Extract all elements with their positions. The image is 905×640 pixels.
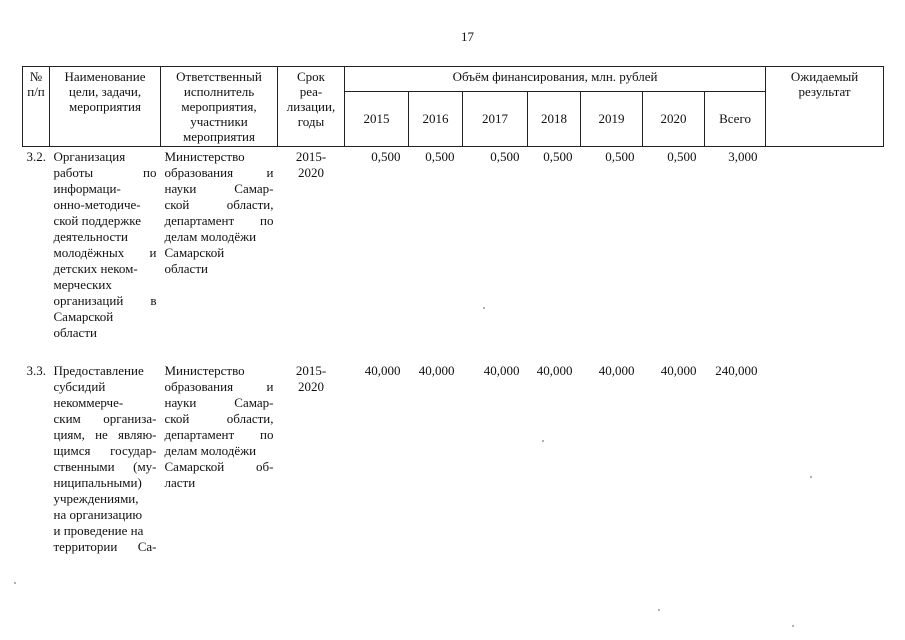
scan-speck xyxy=(542,440,544,442)
value-2016: 40,000 xyxy=(418,363,455,378)
period-end: 2020 xyxy=(298,379,324,394)
value-2015: 0,500 xyxy=(371,149,401,164)
name-line: щимся государ- xyxy=(53,443,157,458)
row-num: 3.2. xyxy=(26,149,46,164)
responsible-line: департамент по xyxy=(164,427,274,442)
value-2017: 0,500 xyxy=(490,149,520,164)
scan-speck xyxy=(810,476,812,478)
responsible-line: делам молодёжи xyxy=(164,443,257,458)
header-year-2015: 2015 xyxy=(345,91,409,146)
responsible-line: ласти xyxy=(164,475,196,490)
header-year-2020: 2020 xyxy=(643,91,705,146)
name-line: Предоставление xyxy=(53,363,144,378)
row-gap xyxy=(23,343,884,361)
row-num: 3.3. xyxy=(26,363,46,378)
value-2019: 40,000 xyxy=(598,363,635,378)
scan-speck xyxy=(483,307,485,309)
row-result xyxy=(766,147,884,344)
header-year-2019: 2019 xyxy=(581,91,643,146)
table-row xyxy=(23,147,884,344)
header-funding: Объём финансирования, млн. рублей xyxy=(345,67,766,92)
responsible-line: Министерство xyxy=(164,363,245,378)
row-name xyxy=(50,147,161,344)
page-number: 17 xyxy=(461,29,474,44)
name-line: ниципальными) xyxy=(53,475,142,490)
value-2020: 0,500 xyxy=(667,149,697,164)
value-2020: 40,000 xyxy=(660,363,697,378)
table-row xyxy=(23,361,884,557)
row-result xyxy=(766,361,884,557)
header-year-2017: 2017 xyxy=(463,91,528,146)
responsible-line: образования и xyxy=(164,379,274,394)
header-total: Всего xyxy=(705,91,766,146)
responsible-line: области xyxy=(164,261,208,276)
name-line: организаций в xyxy=(53,293,157,308)
responsible-line: ской области, xyxy=(164,197,274,212)
scan-speck xyxy=(792,625,794,627)
name-line: ской поддержке xyxy=(53,213,141,228)
name-line: Самарской xyxy=(53,309,114,324)
header-year-2018: 2018 xyxy=(528,91,581,146)
row-name xyxy=(50,361,161,557)
period-start: 2015- xyxy=(295,363,327,378)
value-2016: 0,500 xyxy=(425,149,455,164)
value-total: 240,000 xyxy=(715,363,758,378)
responsible-line: департамент по xyxy=(164,213,274,228)
name-line: на организацию xyxy=(53,507,143,522)
responsible-line: делам молодёжи xyxy=(164,229,257,244)
header-responsible: Ответственный исполнитель мероприятия, участники мероприятия xyxy=(161,67,278,147)
value-2017: 40,000 xyxy=(483,363,520,378)
value-2015: 40,000 xyxy=(364,363,401,378)
name-line: деятельности xyxy=(53,229,128,244)
responsible-line: ской области, xyxy=(164,411,274,426)
name-line: циям, не являю- xyxy=(53,427,157,442)
name-line: ственными (му- xyxy=(53,459,157,474)
scan-speck xyxy=(658,609,660,611)
header-result: Ожидаемый результат xyxy=(766,67,884,147)
responsible-line: науки Самар- xyxy=(164,395,274,410)
name-line: онно-методиче- xyxy=(53,197,141,212)
header-num: № п/п xyxy=(23,67,50,147)
name-line: ским организа- xyxy=(53,411,157,426)
responsible-line: науки Самар- xyxy=(164,181,274,196)
responsible-line: Самарской об- xyxy=(164,459,274,474)
name-line: учреждениями, xyxy=(53,491,139,506)
row-responsible xyxy=(161,147,278,344)
name-line: территории Са- xyxy=(53,539,157,554)
name-line: области xyxy=(53,325,97,340)
row-period xyxy=(278,147,345,344)
name-line: некоммерче- xyxy=(53,395,124,410)
name-line: молодёжных и xyxy=(53,245,157,260)
header-year-2016: 2016 xyxy=(409,91,463,146)
name-line: субсидий xyxy=(53,379,106,394)
responsible-line: Самарской xyxy=(164,245,225,260)
header-period: Срок реа-лизации, годы xyxy=(278,67,345,147)
row-period xyxy=(278,361,345,557)
responsible-line: образования и xyxy=(164,165,274,180)
period-end: 2020 xyxy=(298,165,324,180)
funding-table xyxy=(22,66,884,557)
value-2018: 0,500 xyxy=(543,149,573,164)
header-name: Наименование цели, задачи, мероприятия xyxy=(50,67,161,147)
value-2019: 0,500 xyxy=(605,149,635,164)
period-start: 2015- xyxy=(295,149,327,164)
row-responsible xyxy=(161,361,278,557)
name-line: информаци- xyxy=(53,181,121,196)
name-line: и проведение на xyxy=(53,523,144,538)
responsible-line: Министерство xyxy=(164,149,245,164)
name-line: детских неком- xyxy=(53,261,138,276)
name-line: мерческих xyxy=(53,277,112,292)
scan-speck xyxy=(14,582,16,584)
value-total: 3,000 xyxy=(728,149,758,164)
name-line: Организация работы по xyxy=(53,149,157,180)
value-2018: 40,000 xyxy=(536,363,573,378)
